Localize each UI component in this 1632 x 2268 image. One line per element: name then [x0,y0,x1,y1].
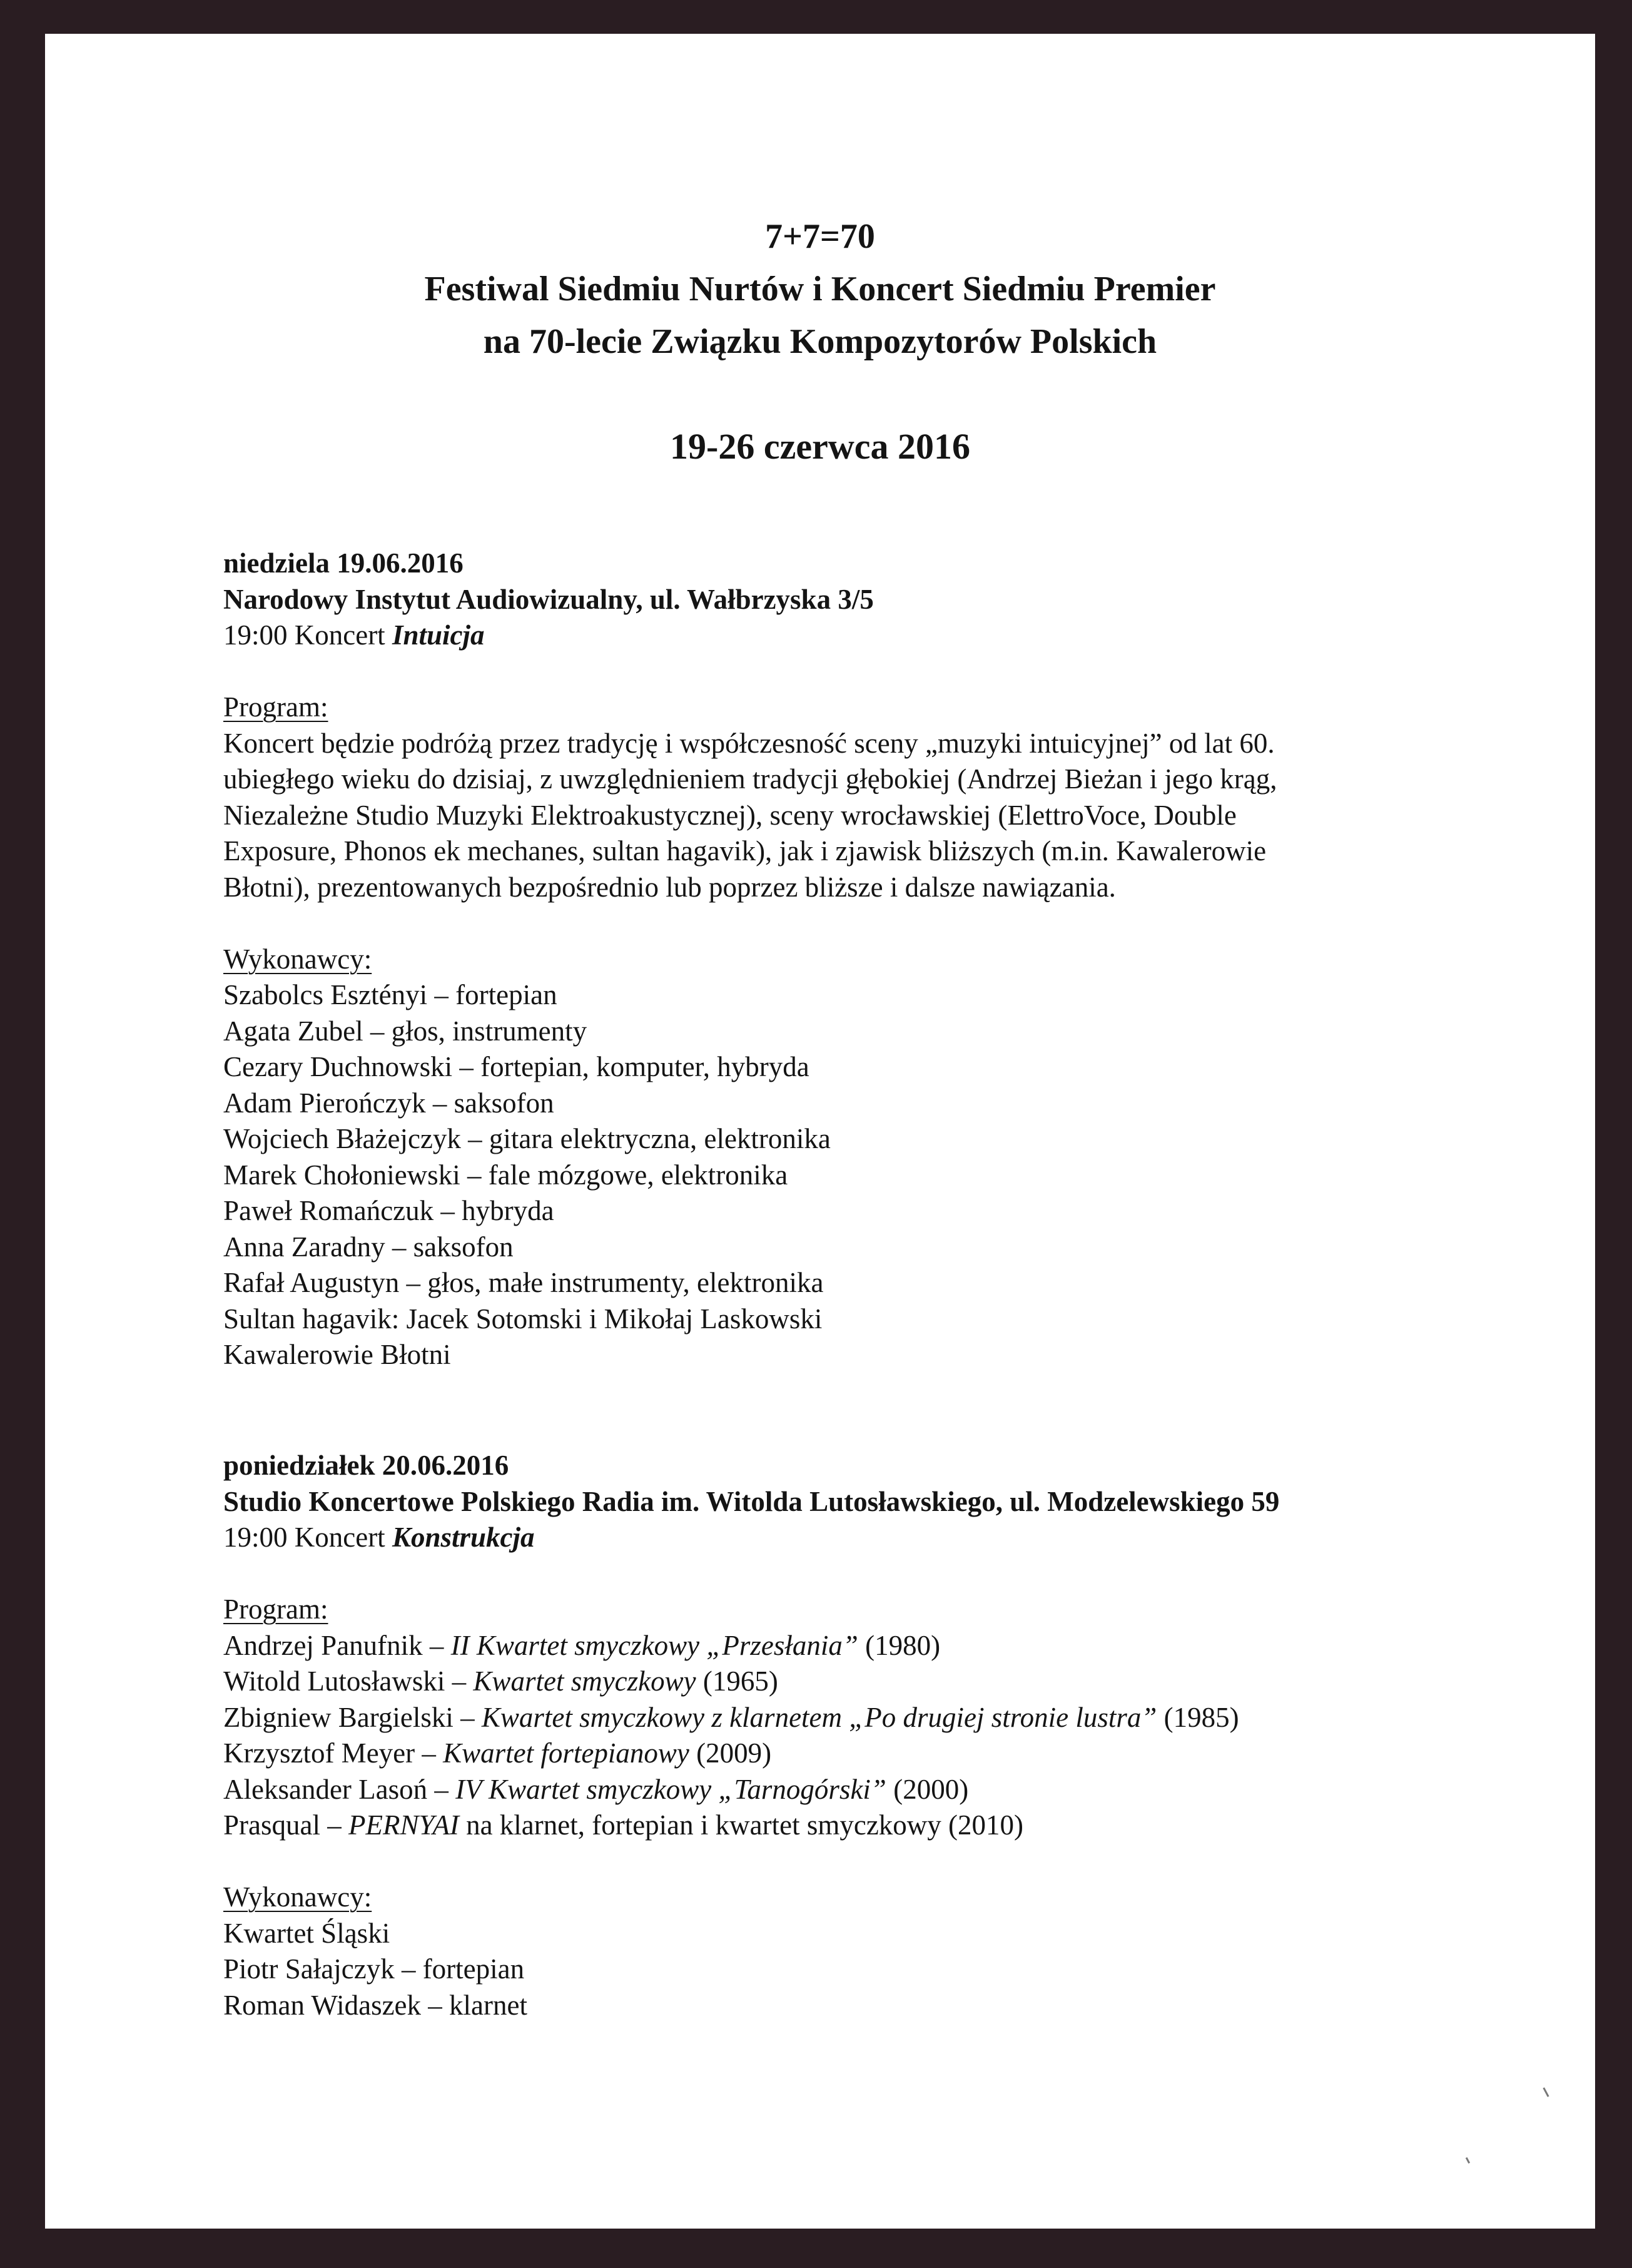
composer: Aleksander Lasoń – [223,1773,456,1805]
day1-program-line: Koncert będzie podróżą przez tradycję i współczesność sceny „muzyki intuicyjnej” od lat 60. [223,727,1275,759]
festival-title: Festiwal Siedmiu Nurtów i Koncert Siedmiu Premier [424,270,1216,308]
work-title: II Kwartet smyczkowy „Przesłania” [450,1629,858,1661]
composer: Krzysztof Meyer – [223,1737,443,1769]
work-year: (2009) [689,1737,772,1769]
document-header [45,210,1595,473]
day1-performer: Cezary Duchnowski – fortepian, komputer, hybryda [223,1051,809,1082]
work-title: IV Kwartet smyczkowy „Tarnogórski” [455,1773,886,1805]
day1-performer: Kawalerowie Błotni [223,1339,451,1370]
day1-venue: Narodowy Instytut Audiowizualny, ul. Wałbrzyska 3/5 [223,583,874,615]
day2-program-item [223,1772,1449,1808]
work-title: Kwartet fortepianowy [443,1737,689,1769]
day1-performer: Agata Zubel – głos, instrumenty [223,1015,587,1047]
day2-section [223,1448,1449,2023]
day1-program-line: Exposure, Phonos ek mechanes, sultan hagavik), jak i zjawisk bliższych (m.in. Kawalerowie [223,835,1267,867]
day2-performers-label: Wykonawcy: [223,1881,372,1913]
composer: Witold Lutosławski – [223,1665,474,1697]
work-year: (2000) [886,1773,969,1805]
day1-performer: Rafał Augustyn – głos, małe instrumenty, elektronika [223,1267,824,1298]
day2-program-item [223,1700,1449,1736]
day1-performer: Wojciech Błażejczyk – gitara elektryczna, elektronika [223,1123,831,1154]
scan-speck [1543,2087,1549,2097]
day2-program-item [223,1628,1449,1664]
day1-time: 19:00 Koncert [223,619,392,651]
work-year: (1965) [696,1665,778,1697]
day2-program-label: Program: [223,1594,328,1625]
day1-program-text [223,726,1418,906]
work-year: (1980) [858,1629,941,1661]
day1-concert-name: Intuicja [392,619,485,651]
work-year: (1985) [1157,1701,1239,1733]
day2-performer: Roman Widaszek – klarnet [223,1989,527,2021]
day2-venue: Studio Koncertowe Polskiego Radia im. Witolda Lutosławskiego, ul. Modzelewskiego 59 [223,1485,1280,1517]
day2-program-item [223,1664,1449,1700]
day1-date: niedziela 19.06.2016 [223,547,464,579]
day2-performer: Piotr Sałajczyk – fortepian [223,1953,525,1985]
day1-performer: Adam Pierończyk – saksofon [223,1087,554,1119]
day1-performer: Sultan hagavik: Jacek Sotomski i Mikołaj Laskowski [223,1303,823,1335]
festival-title-formula: 7+7=70 [765,217,875,256]
day2-performer: Kwartet Śląski [223,1917,390,1949]
work-title: PERNYAI [348,1809,459,1841]
day2-concert-time [223,1520,1449,1556]
day1-program-line: Błotni), prezentowanych bezpośrednio lub poprzez bliższe i dalsze nawiązania. [223,871,1116,903]
festival-dates: 19-26 czerwca 2016 [670,426,970,467]
day1-performer: Marek Chołoniewski – fale mózgowe, elektronika [223,1159,788,1191]
day1-program-line: Niezależne Studio Muzyki Elektroakustycznej), sceny wrocławskiej (ElettroVoce, Double [223,799,1237,831]
festival-subtitle: na 70-lecie Związku Kompozytorów Polskich [483,322,1157,361]
work-title: Kwartet smyczkowy z klarnetem „Po drugiej stronie lustra” [481,1701,1157,1733]
composer: Zbigniew Bargielski – [223,1701,482,1733]
day1-concert-time [223,618,1449,654]
document-page [45,34,1595,2229]
day1-program-label: Program: [223,691,328,723]
day1-performer: Paweł Romańczuk – hybryda [223,1195,554,1226]
day2-time: 19:00 Koncert [223,1522,392,1553]
day1-performers-label: Wykonawcy: [223,943,372,975]
day2-program-item [223,1808,1449,1844]
work-year: na klarnet, fortepian i kwartet smyczkowy (2010) [459,1809,1024,1841]
day1-section [223,546,1449,1373]
day2-concert-name: Konstrukcja [392,1522,535,1553]
day1-performer: Szabolcs Esztényi – fortepian [223,979,557,1010]
work-title: Kwartet smyczkowy [473,1665,696,1697]
composer: Prasqual – [223,1809,348,1841]
day1-program-line: ubiegłego wieku do dzisiaj, z uwzględnieniem tradycji głębokiej (Andrzej Bieżan i jego krąg, [223,763,1277,795]
composer: Andrzej Panufnik – [223,1629,451,1661]
day2-date: poniedziałek 20.06.2016 [223,1450,509,1481]
day2-program-item [223,1736,1449,1772]
scan-speck [1466,2157,1470,2164]
day1-performer: Anna Zaradny – saksofon [223,1231,514,1263]
